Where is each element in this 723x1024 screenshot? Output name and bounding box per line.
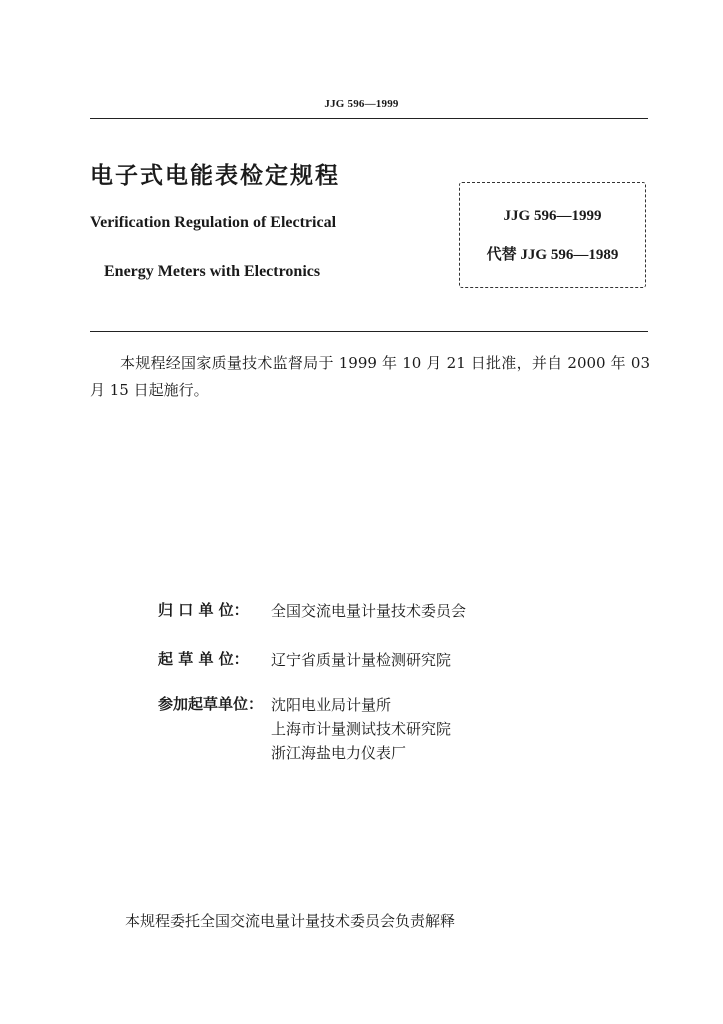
drafting-unit-label: 起 草 单 位： xyxy=(158,650,249,668)
document-code-header: JJG 596—1999 xyxy=(324,98,399,110)
participating-units-row xyxy=(158,693,451,765)
responsible-unit-label: 归 口 单 位： xyxy=(158,601,249,619)
responsible-unit-value: 全国交流电量计量技术委员会 xyxy=(271,602,467,620)
interpretation-note: 本规程委托全国交流电量计量技术委员会负责解释 xyxy=(125,912,456,930)
participating-units-label: 参加起草单位： xyxy=(158,695,264,713)
participating-unit: 浙江海盐电力仪表厂 xyxy=(271,744,407,762)
participating-unit: 沈阳电业局计量所 xyxy=(271,696,392,714)
replaces-code: 代替 JJG 596—1989 xyxy=(486,247,619,263)
title-english-line-1: Verification Regulation of Electrical xyxy=(90,214,337,231)
participating-units-list xyxy=(271,693,451,765)
title-chinese: 电子式电能表检定规程 xyxy=(90,163,340,189)
section-rule xyxy=(90,331,648,332)
responsible-unit-row xyxy=(158,599,466,623)
header-rule xyxy=(90,118,648,119)
approval-statement: 本规程经国家质量技术监督局于 1999 年 10 月 21 日批准，并自 2000 年 03 月 15 日起施行。 xyxy=(90,354,650,399)
drafting-unit-row xyxy=(158,648,451,672)
drafting-unit-value: 辽宁省质量计量检测研究院 xyxy=(271,651,452,669)
regulation-code: JJG 596—1999 xyxy=(503,208,602,224)
title-english-line-2: Energy Meters with Electronics xyxy=(104,263,321,280)
participating-unit: 上海市计量测试技术研究院 xyxy=(271,720,452,738)
regulation-code-box xyxy=(459,182,646,288)
